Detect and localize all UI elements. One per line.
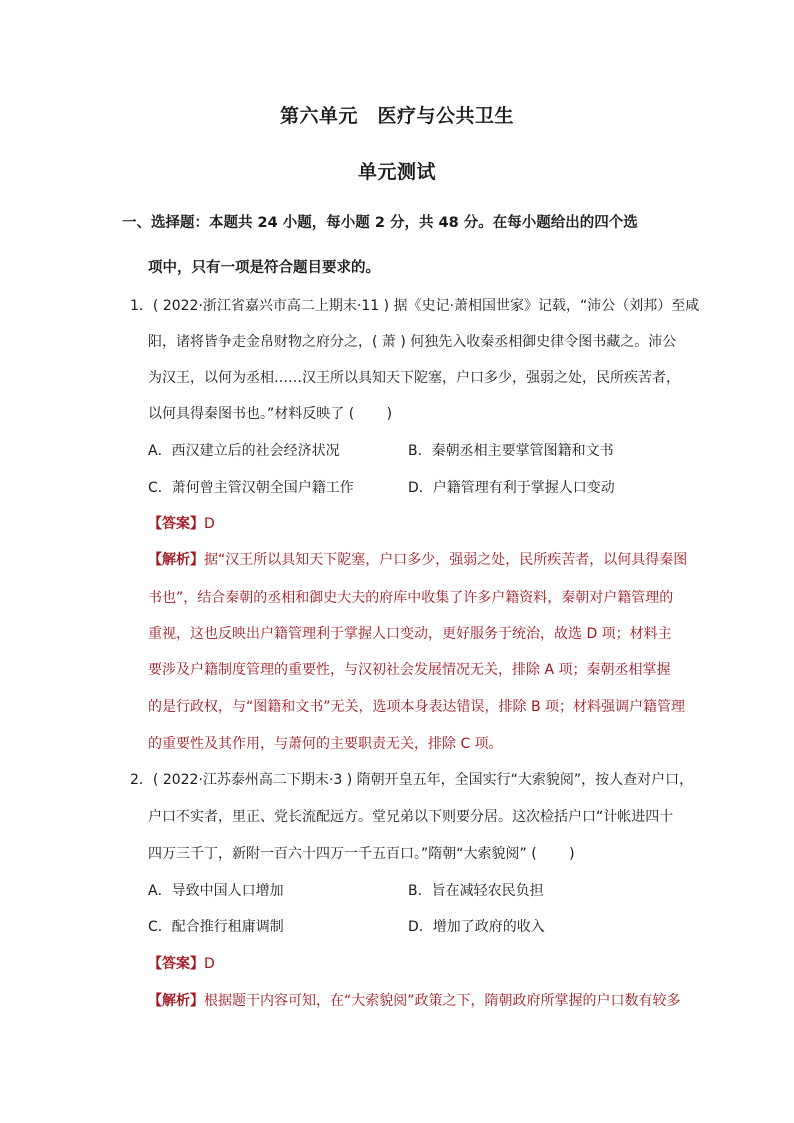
analysis-label: 【解析】: [148, 552, 204, 568]
q1-analysis-line-1: [148, 549, 687, 569]
q2-option-a: A．导致中国人口增加: [148, 883, 284, 899]
q1-stem-line-2: 阳，诸将皆争走金帛财物之府分之，( 萧 ) 何独先入收秦丞相御史律令图书藏之。沛公: [148, 334, 677, 350]
q2-option-c: C．配合推行租庸调制: [148, 919, 284, 935]
q2-stem-line-1: 2．( 2022·江苏泰州高二下期末·3 ) 隋朝开皇五年，全国实行“大索貌阅”，按人查对户口，: [130, 772, 694, 788]
q1-stem-line-3: 为汉王，以何为丞相……汉王所以具知天下阸塞，户口多少，强弱之处，民所疾苦者，: [148, 370, 680, 386]
q1-answer: [148, 513, 215, 533]
q1-analysis-line-6: 的重要性及其作用，与萧何的主要职责无关，排除 C 项。: [148, 736, 503, 752]
q2-stem-line-3: 四万三千丁，新附一百六十四万一千五百口。”隋朝“大索貌阅” ( ): [148, 846, 575, 862]
q1-option-c: C．萧何曾主管汉朝全国户籍工作: [148, 480, 354, 496]
q1-analysis-line-5: 的是行政权，与“图籍和文书”无关，选项本身表达错误，排除 B 项；材料强调户籍管理: [148, 699, 686, 715]
q1-option-a: A．西汉建立后的社会经济状况: [148, 443, 340, 459]
q1-option-b: B．秦朝丞相主要掌管图籍和文书: [408, 443, 614, 459]
unit-subtitle: 单元测试: [357, 161, 436, 183]
q2-stem-line-2: 户口不实者，里正、党长流配远方。堂兄弟以下则要分居。这次检括户口“计帐进四十: [148, 809, 674, 825]
section-heading-line-1: 一、选择题：本题共 24 小题，每小题 2 分，共 48 分。在每小题给出的四个选: [122, 215, 638, 231]
unit-title: 第六单元 医疗与公共卫生: [279, 105, 514, 127]
q2-analysis-line-1: [148, 990, 681, 1010]
answer-value: D: [204, 516, 215, 532]
section-heading-line-2: 项中，只有一项是符合题目要求的。: [148, 260, 380, 276]
q2-option-d: D．增加了政府的收入: [408, 919, 545, 935]
q1-analysis-line-4: 要涉及户籍制度管理的重要性，与汉初社会发展情况无关，排除 A 项；秦朝丞相掌握: [148, 662, 671, 678]
q1-analysis-line-3: 重视，这也反映出户籍管理利于掌握人口变动，更好服务于统治，故选 D 项；材料主: [148, 626, 672, 642]
q1-option-d: D．户籍管理有利于掌握人口变动: [408, 480, 615, 496]
q1-analysis-line-2: 书也”，结合秦朝的丞相和御史大夫的府库中收集了许多户籍资料，秦朝对户籍管理的: [148, 590, 674, 606]
q2-answer: [148, 953, 215, 973]
q1-stem-line-1: 1．( 2022·浙江省嘉兴市高二上期末·11 ) 据《史记·萧相国世家》记载，“沛公（刘邦）至咸: [130, 298, 700, 314]
answer-label: 【答案】: [148, 956, 204, 972]
answer-value: D: [204, 956, 215, 972]
answer-label: 【答案】: [148, 516, 204, 532]
analysis-text: 根据题干内容可知，在“大索貌阅”政策之下，隋朝政府所掌握的户口数有较多: [204, 993, 681, 1009]
analysis-label: 【解析】: [148, 993, 204, 1009]
analysis-text: 据“汉王所以具知天下阸塞，户口多少，强弱之处，民所疾苦者，以何具得秦图: [204, 552, 688, 568]
q1-stem-line-4: 以何具得秦图书也。”材料反映了 ( ): [148, 406, 393, 422]
q2-option-b: B．旨在减轻农民负担: [408, 883, 544, 899]
